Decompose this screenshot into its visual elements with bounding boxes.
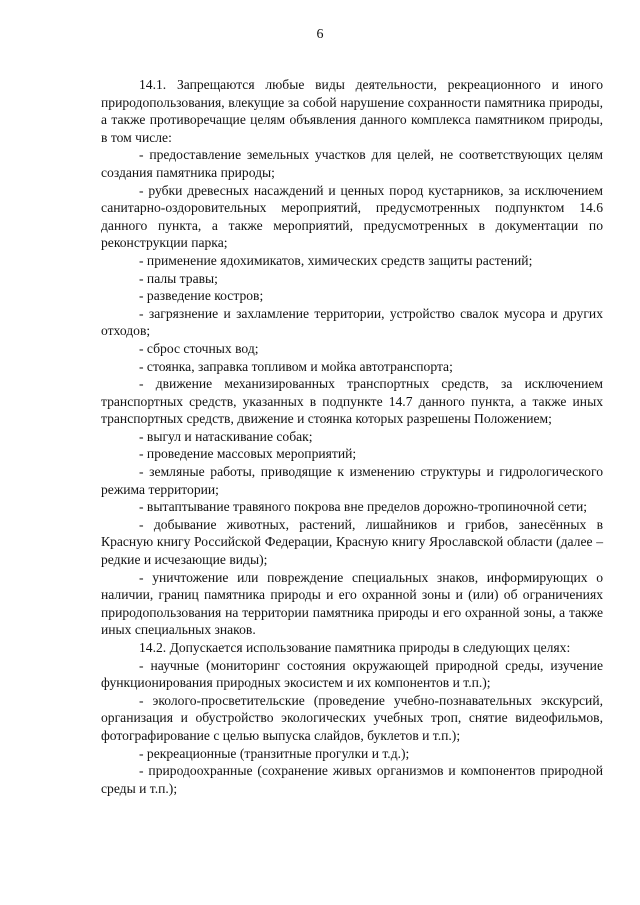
document-body: [101, 76, 603, 797]
list-item: - уничтожение или повреждение специальных знаков, информирующих о наличии, границ памятника природы и его охранной зоны и (или) об ограничениях природопользования на территории памятника природы и его охранной зоны, а также иных специальных знаков.: [101, 569, 603, 638]
list-item: - сброс сточных вод;: [139, 340, 259, 356]
paragraph-14-1: 14.1. Запрещаются любые виды деятельности, рекреационного и иного природопользования, влекущие за собой нарушение сохранности памятника природы, а также противоречащие целям объявления данного комплекса памятником природы, в том числе:: [101, 77, 603, 145]
list-item: - применение ядохимикатов, химических средств защиты растений;: [139, 252, 533, 268]
list-item: - земляные работы, приводящие к изменению структуры и гидрологического режима территории;: [101, 464, 603, 497]
page-number: 6: [316, 27, 324, 42]
list-item: - добывание животных, растений, лишайников и грибов, занесённых в Красную книгу Российской Федерации, Красную книгу Ярославской области (далее – редкие и исчезающие виды);: [101, 516, 603, 568]
list-item: - выгул и натаскивание собак;: [139, 428, 313, 444]
paragraph-14-2: 14.2. Допускается использование памятника природы в следующих целях:: [139, 640, 571, 655]
list-item: - научные (мониторинг состояния окружающей природной среды, изучение функционирования природных экосистем и их компонентов и т.п.);: [101, 657, 603, 691]
list-item: - предоставление земельных участков для целей, не соответствующих целям создания памятника природы;: [101, 147, 603, 180]
list-item: - проведение массовых мероприятий;: [139, 446, 357, 462]
list-item: - рекреационные (транзитные прогулки и т.д.);: [139, 745, 410, 761]
list-item: - загрязнение и захламление территории, устройство свалок мусора и других отходов;: [101, 305, 603, 339]
list-item: - вытаптывание травяного покрова вне пределов дорожно-тропиночной сети;: [139, 499, 588, 515]
list-item: - палы травы;: [139, 270, 218, 286]
list-item: - разведение костров;: [139, 288, 264, 304]
list-item: - рубки древесных насаждений и ценных пород кустарников, за исключением санитарно-оздоровительных мероприятий, предусмотренных подпунктом 14.6 данного пункта, а также мероприятий, предусмотренных в документации по реконструкции парка;: [101, 182, 603, 251]
list-item: - движение механизированных транспортных средств, за исключением транспортных средств, указанных в подпункте 14.7 данного пункта, а также иных транспортных средств, движение и стоянка которых разрешены Положением;: [101, 376, 603, 427]
list-item: - стоянка, заправка топливом и мойка автотранспорта;: [139, 358, 453, 374]
list-item: - эколого-просветительские (проведение учебно-познавательных экскурсий, организация и обустройство экологических учебных троп, снятие видеофильмов, фотографирование с целью выпуска слайдов, буклетов и т.п.);: [101, 692, 603, 743]
list-item: - природоохранные (сохранение живых организмов и компонентов природной среды и т.п.);: [101, 763, 603, 796]
